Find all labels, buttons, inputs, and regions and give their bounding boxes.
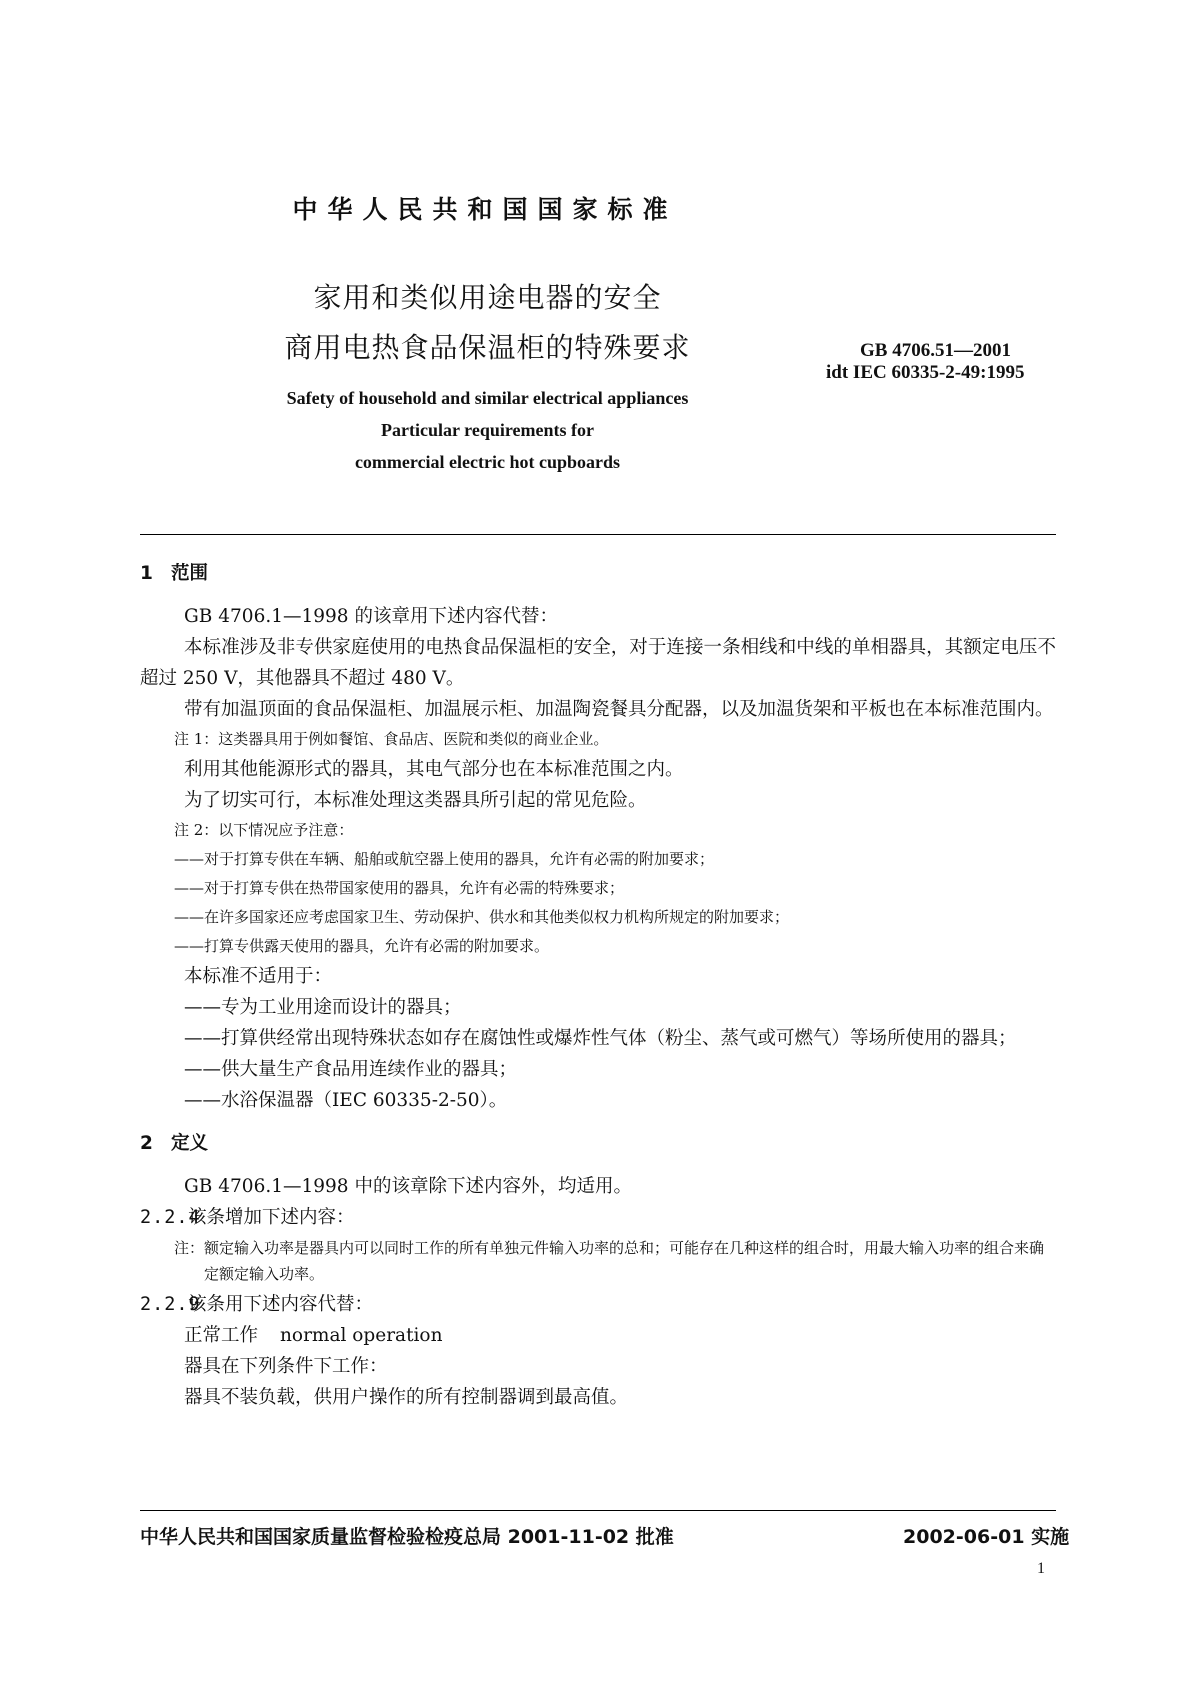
exclusion-item: ——供大量生产食品用连续作业的器具； bbox=[184, 1059, 518, 1080]
exclusion-item: ——打算供经常出现特殊状态如存在腐蚀性或爆炸性气体（粉尘、蒸气或可燃气）等场所使用的器具； bbox=[184, 1028, 1017, 1049]
title-line-1: 家用和类似用途电器的安全 bbox=[313, 281, 662, 314]
clause-2-2-4 bbox=[140, 1202, 1056, 1233]
title-line-2: 商用电热食品保温柜的特殊要求 bbox=[284, 331, 691, 364]
section-1-number: 1 bbox=[140, 563, 153, 584]
section-2-title: 定义 bbox=[171, 1133, 209, 1154]
note-2-item: ——对于打算专供在车辆、船舶或航空器上使用的器具，允许有必需的附加要求； bbox=[174, 850, 715, 868]
paragraph: 利用其他能源形式的器具，其电气部分也在本标准范围之内。 bbox=[184, 759, 684, 780]
clause-text: 该条用下述内容代替： bbox=[188, 1294, 374, 1315]
english-title-line-1: Safety of household and similar electrical appliances bbox=[286, 388, 689, 408]
standard-number: GB 4706.51—2001 bbox=[860, 340, 1011, 361]
document-body bbox=[140, 550, 1056, 1413]
clause-2-2-4-note: 注：额定输入功率是器具内可以同时工作的所有单独元件输入功率的总和；可能存在几种这样的组合时，用最大输入功率的组合来确定额定输入功率。 bbox=[174, 1239, 1045, 1283]
note-2-item: ——打算专供露天使用的器具，允许有必需的附加要求。 bbox=[174, 937, 550, 955]
clause-number: 2.2.9 bbox=[140, 1294, 201, 1315]
section-1-title: 范围 bbox=[171, 563, 209, 584]
english-title-line-2: Particular requirements for bbox=[381, 420, 594, 440]
clause-text: 该条增加下述内容： bbox=[188, 1207, 355, 1228]
term-english: normal operation bbox=[280, 1325, 443, 1346]
paragraph: GB 4706.1—1998 中的该章除下述内容外，均适用。 bbox=[184, 1176, 632, 1197]
clause-number: 2.2.4 bbox=[140, 1207, 201, 1228]
exclusion-item: ——水浴保温器（IEC 60335-2-50）。 bbox=[184, 1090, 508, 1111]
implementation-date: 2002-06-01 实施 bbox=[903, 1526, 1070, 1548]
section-2-heading bbox=[140, 1128, 1056, 1159]
note-1: 注 1：这类器具用于例如餐馆、食品店、医院和类似的商业企业。 bbox=[174, 730, 609, 748]
english-title-line-3: commercial electric hot cupboards bbox=[354, 452, 621, 472]
paragraph: 带有加温顶面的食品保温柜、加温展示柜、加温陶瓷餐具分配器，以及加温货架和平板也在本标准范围内。 bbox=[184, 699, 1054, 720]
paragraph: 为了切实可行，本标准处理这类器具所引起的常见危险。 bbox=[184, 790, 647, 811]
term-chinese: 正常工作 bbox=[184, 1325, 259, 1346]
footer-divider bbox=[140, 1510, 1056, 1511]
exclusion-item: ——专为工业用途而设计的器具； bbox=[184, 997, 462, 1018]
paragraph: 器具不装负载，供用户操作的所有控制器调到最高值。 bbox=[184, 1387, 629, 1408]
note-2-item: ——对于打算专供在热带国家使用的器具，允许有必需的特殊要求； bbox=[174, 879, 625, 897]
paragraph: 本标准涉及非专供家庭使用的电热食品保温柜的安全，对于连接一条相线和中线的单相器具，其额定电压不超过 250 V，其他器具不超过 480 V。 bbox=[140, 637, 1056, 689]
approval-line: 中华人民共和国国家质量监督检验检疫总局 2001-11-02 批准 bbox=[140, 1526, 674, 1548]
clause-2-2-9 bbox=[140, 1289, 1056, 1320]
paragraph: 器具在下列条件下工作： bbox=[184, 1356, 388, 1377]
paragraph: GB 4706.1—1998 的该章用下述内容代替： bbox=[184, 606, 558, 627]
standard-type-heading: 中华人民共和国国家标准 bbox=[292, 195, 678, 224]
paragraph: 本标准不适用于： bbox=[184, 966, 333, 987]
header-divider bbox=[140, 534, 1056, 535]
section-1-heading bbox=[140, 558, 1056, 589]
page-number: 1 bbox=[1037, 1560, 1045, 1577]
idt-number: idt IEC 60335-2-49:1995 bbox=[826, 362, 1025, 383]
note-2: 注 2：以下情况应予注意： bbox=[174, 821, 354, 839]
note-2-item: ——在许多国家还应考虑国家卫生、劳动保护、供水和其他类似权力机构所规定的附加要求； bbox=[174, 908, 790, 926]
section-2-number: 2 bbox=[140, 1133, 153, 1154]
term-definition bbox=[140, 1320, 1056, 1351]
